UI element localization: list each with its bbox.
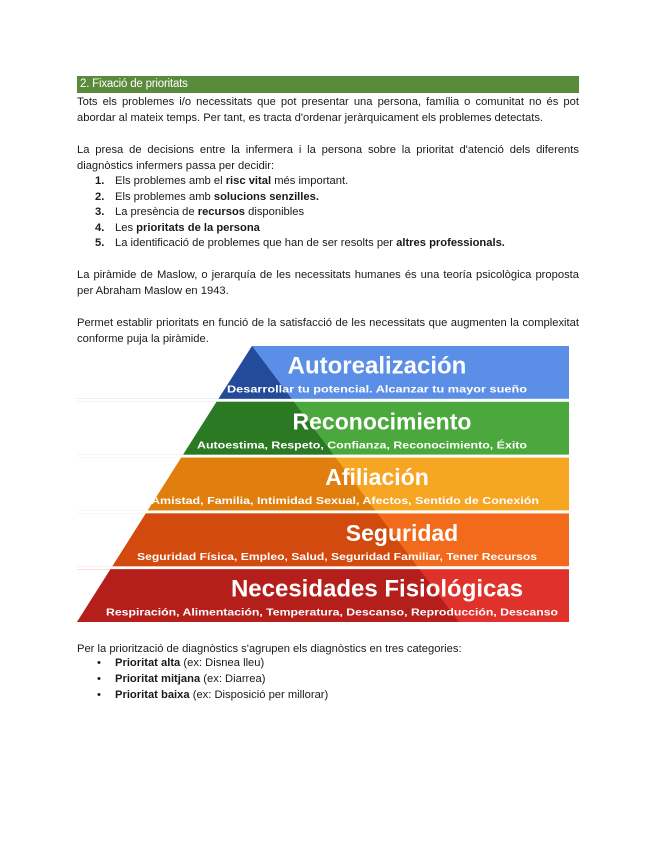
list-number: 3. xyxy=(95,206,105,219)
priority-criteria-list xyxy=(77,174,579,252)
tier-title: Seguridad xyxy=(345,519,459,546)
decision-paragraph: La presa de decisions entre la infermera i la persona sobre la prioritat d'atenció dels diferents diagnòstics infermers passa per decidir: xyxy=(77,144,579,172)
category-item xyxy=(77,656,579,672)
category-label: Prioritat mitjana xyxy=(115,672,201,685)
pyramid-tier xyxy=(77,513,569,566)
pyramid-tier xyxy=(77,402,569,455)
list-number: 1. xyxy=(95,175,105,187)
criteria-text: Els problemes amb xyxy=(115,190,214,203)
tier-title: Autorealización xyxy=(287,352,467,380)
tier-title: Afiliación xyxy=(325,464,429,491)
bullet-icon: • xyxy=(97,657,101,669)
category-label: Prioritat baixa xyxy=(115,688,190,701)
tier-title: Reconocimiento xyxy=(292,408,472,435)
bullet-icon: • xyxy=(97,672,101,685)
pyramid-tier xyxy=(77,569,569,622)
intro-paragraph: Tots els problemes i/o necessitats que pot presentar una persona, família o comunitat no és pot abordar al mateix temps. Per tant, es tracta d'ordenar jeràrquicament els problemes detectats. xyxy=(77,96,579,124)
list-number: 4. xyxy=(95,221,105,234)
section-header: 2. Fixació de prioritats xyxy=(77,76,579,93)
criteria-text: risc vital xyxy=(225,175,272,187)
tier-subtitle: Seguridad Física, Empleo, Salud, Seguridad Familiar, Tener Recursos xyxy=(137,551,538,563)
tier-subtitle: Desarrollar tu potencial. Alcanzar tu mayor sueño xyxy=(227,383,527,396)
category-example: (ex: Diarrea) xyxy=(200,672,266,685)
pyramid-tier xyxy=(77,346,569,399)
tier-title: Necesidades Fisiológicas xyxy=(230,575,524,603)
bullet-icon: • xyxy=(97,688,101,701)
criteria-text: més important. xyxy=(271,175,349,187)
category-item xyxy=(77,672,579,688)
criteria-text: La presència de xyxy=(115,206,198,219)
category-label: Prioritat alta xyxy=(115,657,181,669)
criteria-item xyxy=(77,174,579,190)
criteria-text: Els problemes amb el xyxy=(115,175,226,187)
priority-categories-list xyxy=(77,656,579,703)
maslow-intro-paragraph: La piràmide de Maslow, o jerarquía de les necessitats humanes és una teoría psicològica proposta per Abraham Maslow en 1943. xyxy=(77,269,579,297)
category-item xyxy=(77,688,579,704)
criteria-item xyxy=(77,236,579,252)
criteria-item xyxy=(77,205,579,221)
tier-subtitle: Amistad, Familia, Intimidad Sexual, Afectos, Sentido de Conexión xyxy=(151,496,539,508)
maslow-pyramid-figure xyxy=(77,346,569,622)
list-number: 2. xyxy=(95,190,105,203)
criteria-item xyxy=(77,221,579,237)
categories-intro-paragraph: Per la priorització de diagnòstics s'agrupen els diagnòstics en tres categories: xyxy=(77,643,462,655)
tier-subtitle: Autoestima, Respeto, Confianza, Reconocimiento, Éxito xyxy=(197,440,469,452)
maslow-purpose-paragraph: Permet establir prioritats en funció de la satisfacció de les necessitats que augmenten la complexitat conforme puja la piràmide. xyxy=(77,317,579,345)
maslow-pyramid xyxy=(77,346,569,622)
criteria-text: disponibles xyxy=(245,206,305,219)
list-number: 5. xyxy=(95,237,105,250)
criteria-text: prioritats de la persona xyxy=(136,221,260,234)
criteria-text: altres professionals. xyxy=(396,237,505,250)
pyramid-tier xyxy=(77,458,569,511)
criteria-text: Les xyxy=(115,221,137,234)
tier-subtitle: Respiración, Alimentación, Temperatura, Descanso, Reproducción, Descanso xyxy=(106,606,558,619)
criteria-item xyxy=(77,190,579,206)
criteria-text: La identificació de problemes que han de ser resolts per xyxy=(115,237,397,250)
criteria-text: solucions senzilles. xyxy=(213,190,319,203)
category-example: (ex: Disnea lleu) xyxy=(180,657,265,669)
category-example: (ex: Disposició per millorar) xyxy=(189,688,329,701)
criteria-text: recursos xyxy=(197,206,245,219)
